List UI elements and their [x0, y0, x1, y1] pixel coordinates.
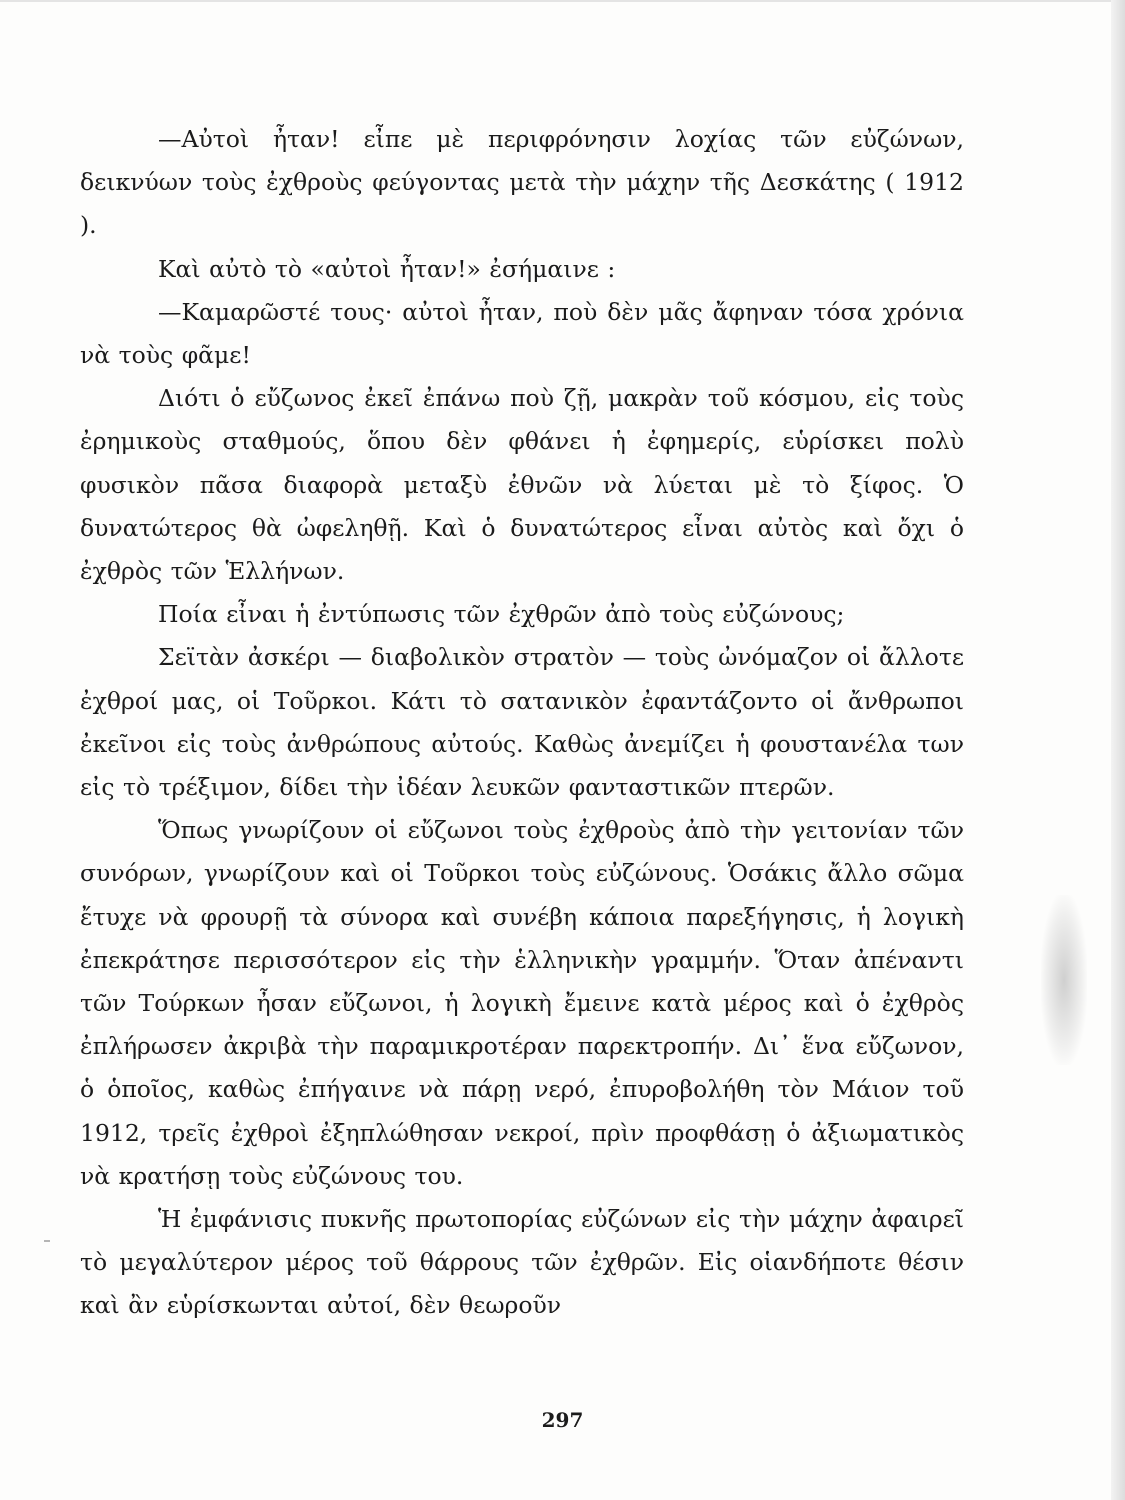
paragraph: —Αὐτοὶ ἦταν! εἶπε μὲ περιφρόνησιν λοχίας τῶν εὐζώνων, δεικνύων τοὺς ἐχθροὺς φεύγοντας μετὰ τὴν μάχην τῆς Δεσκάτης ( 1912 ).: [80, 125, 964, 240]
page-top-edge: [0, 0, 1125, 2]
paragraph: Ποία εἶναι ἡ ἐντύπωσις τῶν ἐχθρῶν ἀπὸ τοὺς εὐζώνους;: [158, 600, 845, 629]
margin-mark: [44, 1240, 50, 1242]
paragraph: Ἡ ἐμφάνισις πυκνῆς πρωτοπορίας εὐζώνων εἰς τὴν μάχην ἀφαιρεῖ τὸ μεγαλύτερον μέρος τοῦ θάρρους τῶν ἐχθρῶν. Εἰς οἱανδήποτε θέσιν καὶ ἂν εὑρίσκωνται αὐτοί, δὲν θεωροῦν: [80, 1205, 964, 1320]
paragraph: —Καμαρῶστέ τους· αὐτοὶ ἦταν, ποὺ δὲν μᾶς ἄφηναν τόσα χρόνια νὰ τοὺς φᾶμε!: [80, 297, 964, 370]
body-text: [80, 118, 964, 1328]
paragraph: Καὶ αὐτὸ τὸ «αὐτοὶ ἦταν!» ἐσήμαινε :: [158, 254, 616, 283]
page-binding-edge: [1111, 0, 1125, 1500]
ink-bleed-mark: [1041, 895, 1087, 1065]
paragraph: Ὅπως γνωρίζουν οἱ εὔζωνοι τοὺς ἐχθροὺς ἀπὸ τὴν γειτονίαν τῶν συνόρων, γνωρίζουν καὶ οἱ Τοῦρκοι τοὺς εὐζώνους. Ὁσάκις ἄλλο σῶμα ἔτυχε νὰ φρουρῇ τὰ σύνορα καὶ συνέβη κάποια παρεξήγησις, ἡ λογικὴ ἐπεκράτησε περισσότερον εἰς τὴν ἑλληνικὴν γραμμήν. Ὅταν ἀπέναντι τῶν Τούρκων ἦσαν εὔζωνοι, ἡ λογικὴ ἔμεινε κατὰ μέρος καὶ ὁ ἐχθρὸς ἐπλήρωσεν ἀκριβὰ τὴν παραμικροτέραν παρεκτροπήν. Δι᾽ ἕνα εὔζωνον, ὁ ὁποῖος, καθὼς ἐπήγαινε νὰ πάρῃ νερό, ἐπυροβολήθη τὸν Μάιον τοῦ 1912, τρεῖς ἐχθροὶ ἐξηπλώθησαν νεκροί, πρὶν προφθάσῃ ὁ ἀξιωματικὸς νὰ κρατήσῃ τοὺς εὐζώνους του.: [80, 816, 964, 1190]
paragraph: Διότι ὁ εὔζωνος ἐκεῖ ἐπάνω ποὺ ζῇ, μακρὰν τοῦ κόσμου, εἰς τοὺς ἐρημικοὺς σταθμούς, ὅπου δὲν φθάνει ἡ ἐφημερίς, εὑρίσκει πολὺ φυσικὸν πᾶσα διαφορὰ μεταξὺ ἐθνῶν νὰ λύεται μὲ τὸ ξίφος. Ὁ δυνατώτερος θὰ ὠφεληθῇ. Καὶ ὁ δυνατώτερος εἶναι αὐτὸς καὶ ὄχι ὁ ἐχθρὸς τῶν Ἑλλήνων.: [80, 384, 964, 586]
page-number: 297: [541, 1408, 584, 1432]
paragraph: Σεϊτὰν ἀσκέρι — διαβολικὸν στρατὸν — τοὺς ὠνόμαζον οἱ ἄλλοτε ἐχθροί μας, οἱ Τοῦρκοι. Κάτι τὸ σατανικὸν ἐφαντάζοντο οἱ ἄνθρωποι ἐκεῖνοι εἰς τοὺς ἀνθρώπους αὐτούς. Καθὼς ἀνεμίζει ἡ φουστανέλα των εἰς τὸ τρέξιμον, δίδει τὴν ἰδέαν λευκῶν φανταστικῶν πτερῶν.: [80, 643, 964, 802]
